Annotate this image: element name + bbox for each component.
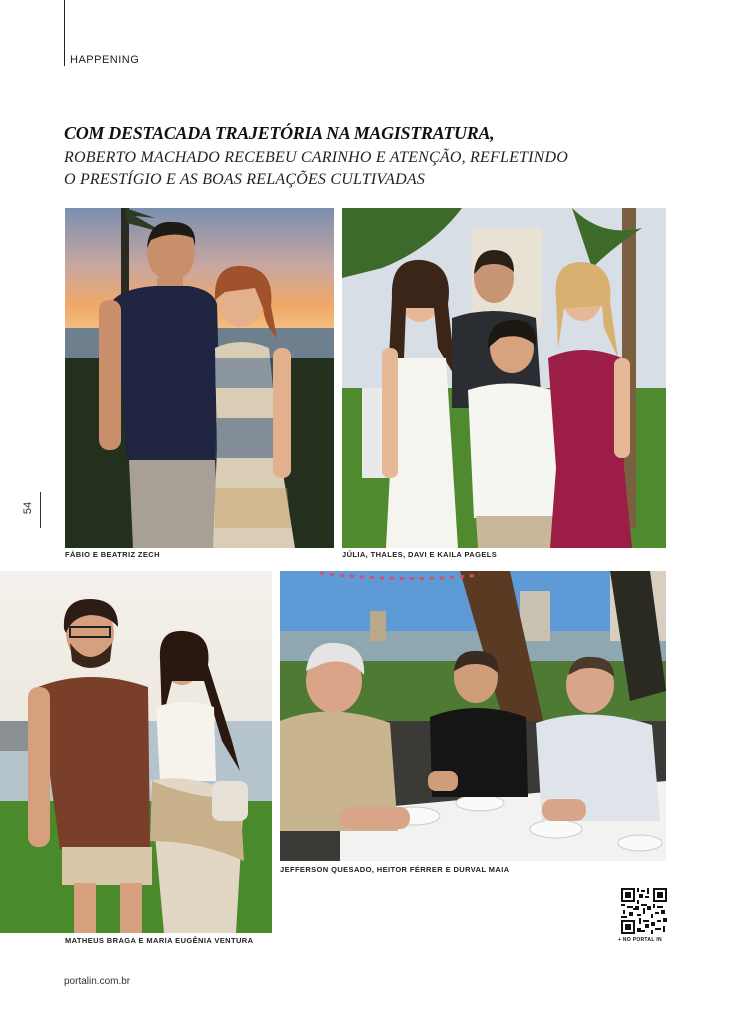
section-label: HAPPENING xyxy=(70,54,140,66)
caption-photo-4: JEFFERSON QUESADO, HEITOR FÉRRER E DURVAL MAIA xyxy=(280,865,510,874)
qr-code[interactable] xyxy=(621,888,667,934)
subhead-line-2: O PRESTÍGIO E AS BOAS RELAÇÕES CULTIVADAS xyxy=(64,171,426,188)
photo-pagels-family[interactable] xyxy=(342,208,666,548)
footer-website[interactable]: portalin.com.br xyxy=(64,976,131,987)
caption-photo-2: JÚLIA, THALES, DAVI E KAILA PAGELS xyxy=(342,550,498,559)
page-number: 54 xyxy=(22,501,35,515)
photo-3-image xyxy=(0,571,272,933)
article-subhead xyxy=(64,147,684,191)
photo-1-image xyxy=(65,208,334,548)
page-number-rule xyxy=(40,492,41,528)
article-headline: COM DESTACADA TRAJETÓRIA NA MAGISTRATURA, xyxy=(64,123,495,143)
photo-4-image xyxy=(280,571,666,861)
photo-fabio-beatriz[interactable] xyxy=(65,208,334,548)
photo-matheus-maria[interactable] xyxy=(0,571,272,933)
subhead-line-1: ROBERTO MACHADO RECEBEU CARINHO E ATENÇÃO, REFLETINDO xyxy=(64,149,569,166)
photo-three-men-dinner[interactable] xyxy=(280,571,666,861)
top-rule xyxy=(64,0,65,66)
photo-2-image xyxy=(342,208,666,548)
qr-label: + NO PORTAL IN xyxy=(618,937,662,943)
caption-photo-1: FÁBIO E BEATRIZ ZECH xyxy=(65,550,160,559)
caption-photo-3: MATHEUS BRAGA E MARIA EUGÊNIA VENTURA xyxy=(65,936,254,945)
